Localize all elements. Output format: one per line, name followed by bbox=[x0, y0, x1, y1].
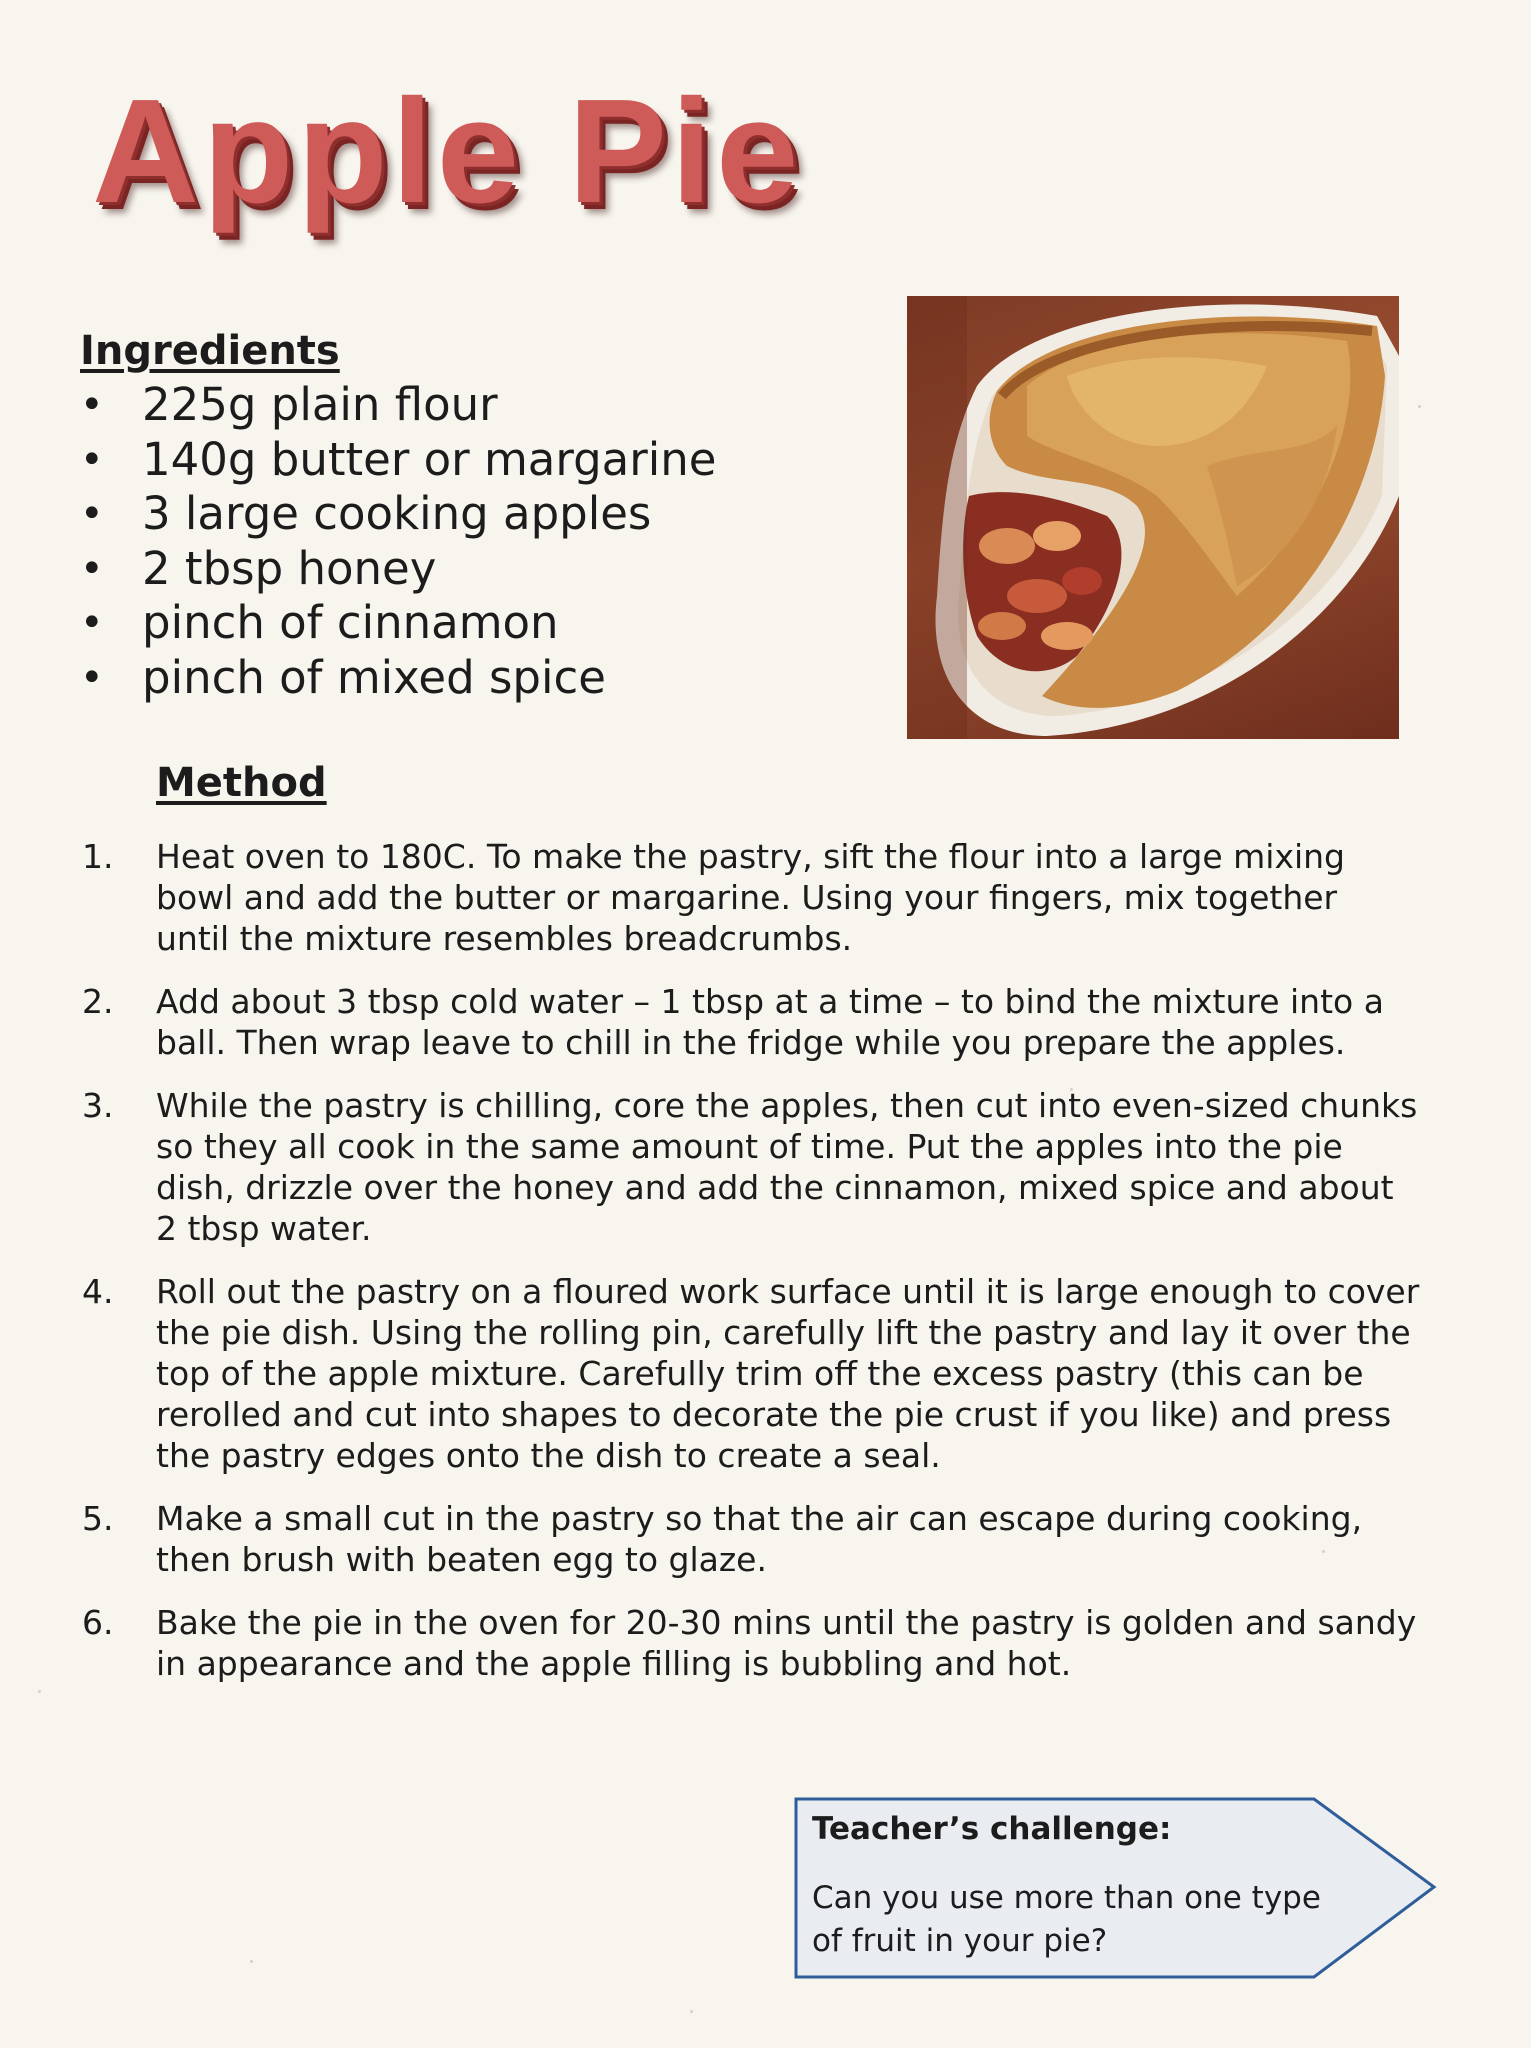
method-step bbox=[80, 836, 1420, 959]
bullet-icon: • bbox=[80, 600, 104, 646]
ingredient-item bbox=[78, 487, 716, 542]
bullet-icon: • bbox=[80, 654, 104, 701]
method-step bbox=[80, 1602, 1420, 1684]
apple-pie-photo bbox=[907, 296, 1399, 739]
bullet-icon: • bbox=[80, 436, 104, 483]
ingredient-item bbox=[78, 651, 716, 706]
step-text: Add about 3 tbsp cold water – 1 tbsp at a time – to bind the mixture into a ball. Then wrap leave to chill in the fridge while you prepare the apples. bbox=[156, 982, 1384, 1062]
step-number: 4. bbox=[82, 1272, 114, 1311]
page-title: Apple Pie bbox=[92, 69, 803, 234]
ingredient-item bbox=[78, 596, 716, 651]
bullet-icon: • bbox=[80, 491, 104, 537]
step-number: 6. bbox=[82, 1603, 114, 1642]
apple-pie-illustration bbox=[907, 296, 1399, 739]
step-number: 1. bbox=[82, 837, 114, 876]
step-text: Bake the pie in the oven for 20-30 mins until the pastry is golden and sandy in appearance and the apple filling is bubbling and hot. bbox=[156, 1603, 1417, 1683]
step-text: Roll out the pastry on a floured work surface until it is large enough to cover the pie dish. Using the rolling pin, carefully lift the pastry and lay it over the top of the apple mixture. Carefully trim off the excess pastry (this can be rerolled and cut into shapes to decorate the pie crust if you like) and press the pastry edges onto the dish to create a seal. bbox=[156, 1272, 1420, 1475]
method-step bbox=[80, 1085, 1420, 1249]
challenge-text: Can you use more than one type of fruit in your pie? bbox=[812, 1880, 1321, 1959]
bullet-icon: • bbox=[80, 382, 104, 428]
bullet-icon: • bbox=[80, 545, 104, 592]
step-number: 2. bbox=[82, 982, 114, 1021]
ingredients-list bbox=[78, 378, 716, 705]
ingredient-text: 2 tbsp honey bbox=[142, 541, 437, 595]
method-heading: Method bbox=[156, 760, 327, 806]
method-step bbox=[80, 981, 1420, 1063]
step-text: While the pastry is chilling, core the apples, then cut into even-sized chunks so they all cook in the same amount of time. Put the apples into the pie dish, drizzle over the honey and add the cinnamon, mixed spice and about 2 tbsp water. bbox=[156, 1086, 1418, 1248]
step-number: 5. bbox=[82, 1499, 114, 1538]
method-step bbox=[80, 1498, 1420, 1580]
paper-speck bbox=[690, 2010, 693, 2013]
paper-speck bbox=[250, 1960, 253, 1963]
teacher-challenge-box bbox=[794, 1797, 1438, 1980]
ingredient-text: 140g butter or margarine bbox=[142, 432, 717, 486]
method-step bbox=[80, 1271, 1420, 1476]
ingredient-text: 225g plain flour bbox=[142, 378, 498, 431]
ingredient-item bbox=[78, 433, 716, 488]
challenge-heading: Teacher’s challenge: bbox=[812, 1811, 1172, 1847]
method-steps bbox=[80, 836, 1420, 1706]
ingredient-text: 3 large cooking apples bbox=[142, 487, 652, 540]
step-text: Heat oven to 180C. To make the pastry, sift the flour into a large mixing bowl and add the butter or margarine. Using your fingers, mix together until the mixture resembles breadcrumbs. bbox=[156, 837, 1345, 958]
step-number: 3. bbox=[82, 1086, 114, 1125]
ingredient-item bbox=[78, 378, 716, 433]
ingredient-item bbox=[78, 542, 716, 597]
ingredient-text: pinch of mixed spice bbox=[142, 650, 606, 704]
paper-speck bbox=[38, 1690, 41, 1693]
paper-speck bbox=[1418, 405, 1421, 408]
step-text: Make a small cut in the pastry so that the air can escape during cooking, then brush with beaten egg to glaze. bbox=[156, 1499, 1363, 1579]
ingredient-text: pinch of cinnamon bbox=[142, 596, 559, 649]
ingredients-heading: Ingredients bbox=[80, 328, 340, 374]
